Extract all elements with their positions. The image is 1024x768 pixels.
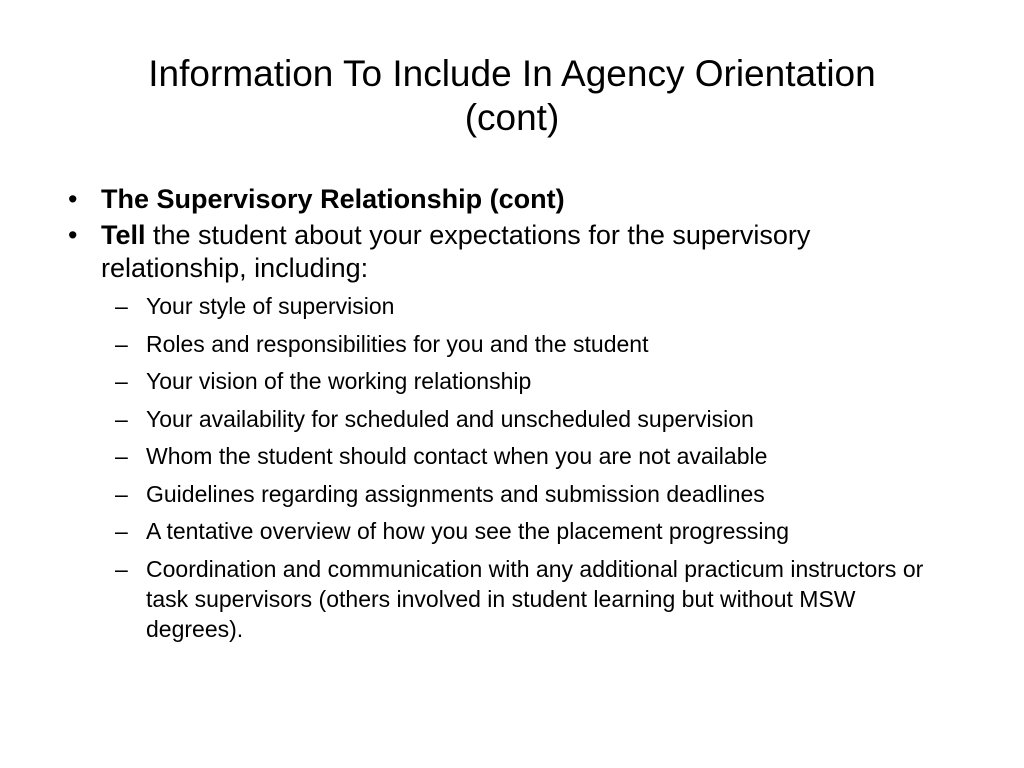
sub-marker: –: [115, 518, 128, 544]
bullet-item-1: [0, 183, 921, 216]
bullet-item-1-bold: The Supervisory Relationship (cont): [101, 184, 565, 214]
sub-item-7: [0, 516, 946, 546]
bullet-item-2: [0, 219, 921, 285]
sub-list: [0, 291, 1024, 644]
sub-item-2: [0, 329, 946, 359]
slide-title: [60, 52, 964, 140]
sub-item-4: [0, 404, 946, 434]
sub-item-text: Your vision of the working relationship: [146, 368, 532, 394]
sub-marker: –: [115, 405, 128, 432]
slide-title-line-1: Information To Include In Agency Orientation: [148, 53, 876, 94]
sub-item-1: [0, 291, 946, 321]
bullet-item-2-bold: Tell: [101, 220, 146, 250]
sub-item-text: Whom the student should contact when you are not available: [146, 443, 768, 469]
sub-item-text: Coordination and communication with any additional practicum instructors or task supervisors (others involved in student learning but without MSW degrees).: [146, 555, 924, 642]
sub-item-text: Your availability for scheduled and unscheduled supervision: [146, 405, 754, 432]
sub-marker: –: [115, 480, 128, 507]
sub-item-text: A tentative overview of how you see the placement progressing: [146, 518, 790, 544]
sub-marker: –: [115, 330, 128, 357]
slide-title-line-2: (cont): [464, 97, 560, 138]
sub-item-6: [0, 479, 946, 509]
bullet-marker: •: [68, 220, 78, 250]
sub-marker: –: [115, 443, 128, 469]
sub-item-text: Your style of supervision: [146, 293, 395, 319]
sub-marker: –: [115, 293, 128, 319]
sub-item-3: [0, 366, 946, 396]
slide-body: [0, 183, 1024, 651]
sub-item-5: [0, 441, 946, 471]
sub-item-text: Guidelines regarding assignments and submission deadlines: [146, 480, 765, 507]
bullet-marker: •: [68, 184, 78, 214]
sub-item-text: Roles and responsibilities for you and the student: [146, 330, 649, 357]
bullet-item-2-text: the student about your expectations for the supervisory relationship, including:: [101, 220, 811, 283]
sub-marker: –: [115, 368, 128, 394]
sub-marker: –: [115, 555, 128, 582]
sub-item-8: [0, 554, 946, 644]
